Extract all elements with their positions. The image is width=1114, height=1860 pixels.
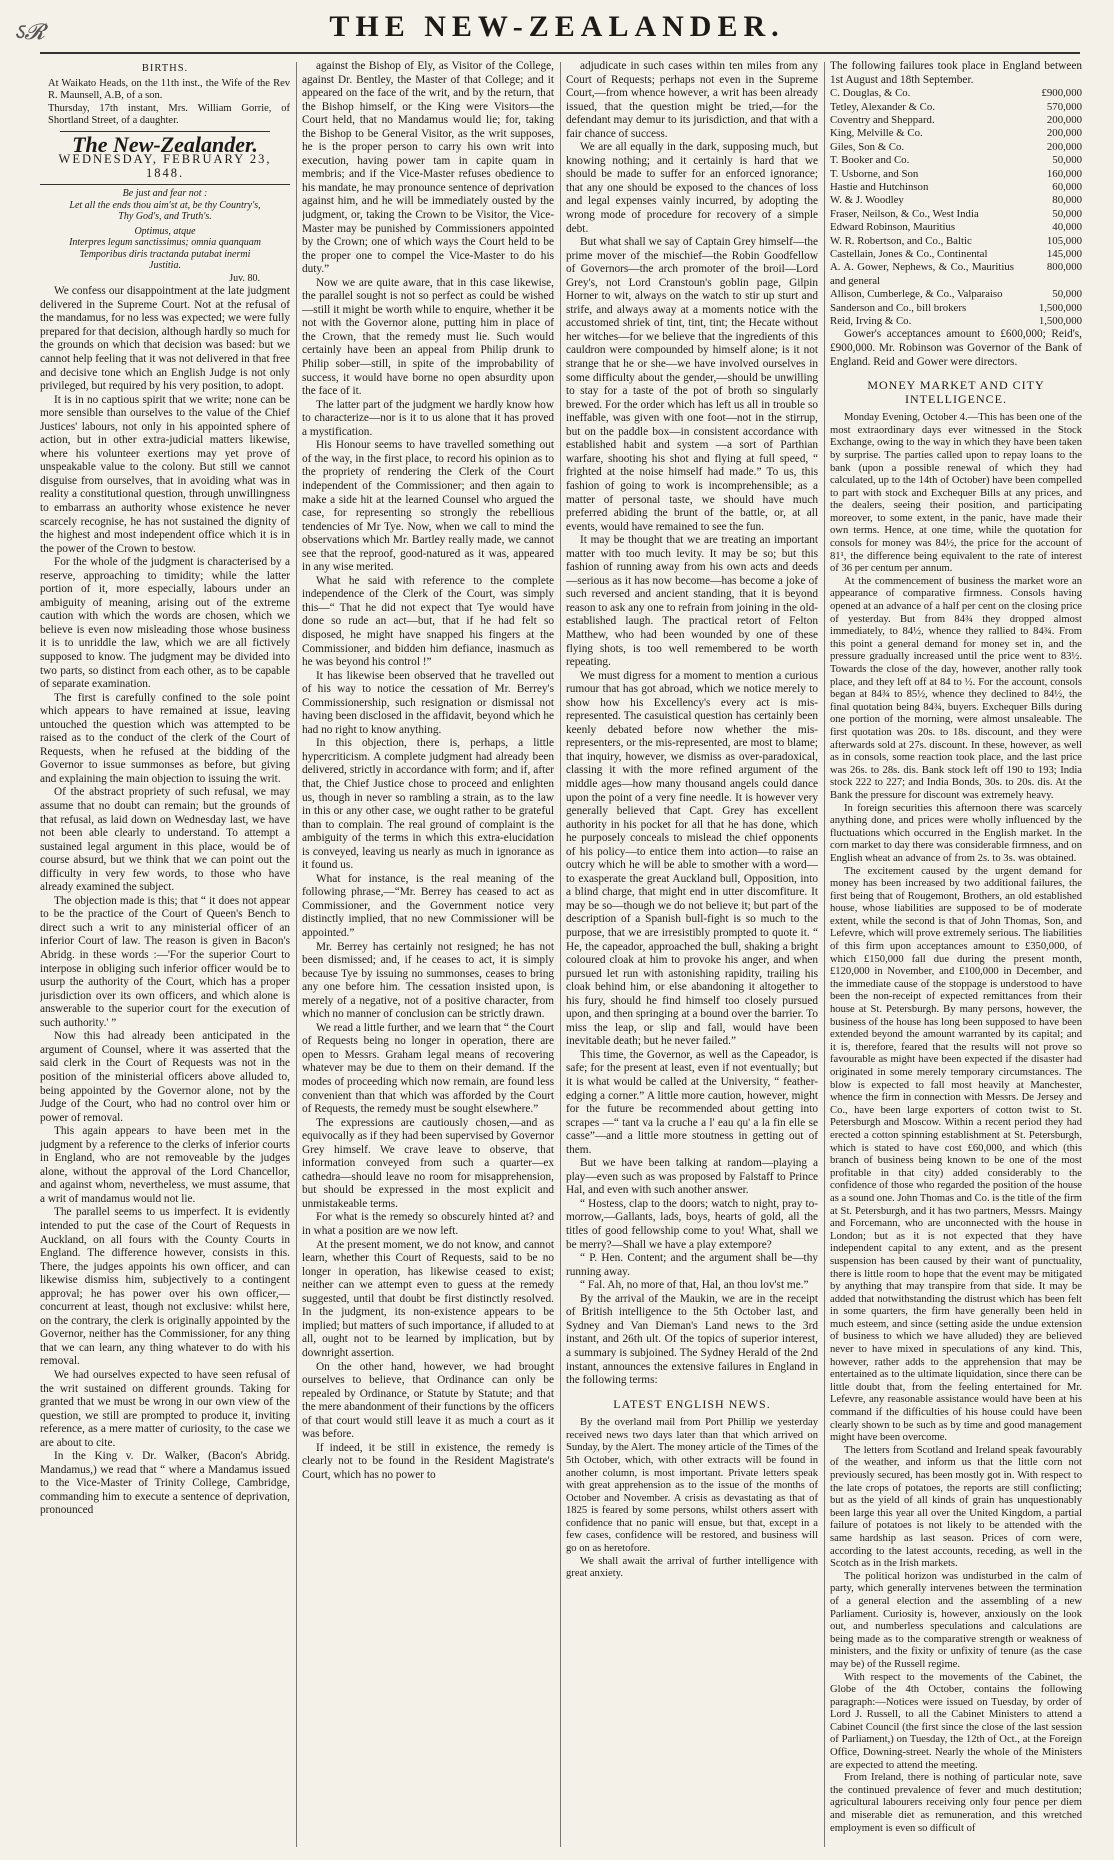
failure-firm: Coventry and Sheppard. [830,113,935,126]
editorial-paragraph: This time, the Governor, as well as the Capeador, is safe; for the present at least, even if not eventually; but it is what would be called at the University, “ feather-edging a corner.” A little more caution, however, might for the future be recommended about getting into scrapes —“ tant va la cruche a l' eau qu' a la fin elle se casse”—and a little more stoutness in getting out of them. [566,1048,818,1156]
editorial-paragraph: Now we are quite aware, that in this case likewise, the parallel sought is not so perfect as could be wished—still it might be worth while to enquire, whether it be not with the Governor alone, putting him in place of the Crown, that the remedy must lie. Such would certainly have been an appeal from Philip drunk to Philip sober—still, in spite of the improbability of success, it would have borne no open absurdity upon the face of it. [302,276,554,398]
birth-notice: At Waikato Heads, on the 11th inst., the Wife of the Rev R. Maunsell, A.B, of a son. [48,77,290,102]
failure-amount: 160,000 [1046,167,1082,180]
column-1 [40,60,290,1850]
editorial-paragraph: What for instance, is the real meaning of the following phrase,—“Mr. Berrey has ceased to act as Commissioner, and the Government notice very distinctly implied, that no new Commissioner will be appointed.” [302,872,554,939]
editorial-paragraph: For the whole of the judgment is characterised by a reserve, approaching to timidity; while the latter portion of it, more especially, labours under an ambiguity of meaning, arising out of the extreme caution with which the words are chosen, which we believe is even now misleading those whose business it is to unriddle the law, which we are all fictively supposed to know. The judgment may be divided into two parts, so distinct from each other, as to be capable of separate examination. [40,556,290,691]
failures-note: Gower's acceptances amount to £600,000; Reid's, £900,000. Mr. Robinson was Governor of the Bank of England. Reid and Gower were directors. [830,328,1082,368]
money-market-paragraph: From Ireland, there is nothing of particular note, save the continued prevalence of fever and much destitution; agricultural labourers receiving only four pence per diem and miserable diet as remuneration, and this wretched employment is even so difficult of [830,1772,1082,1834]
epigraph-line: Temporibus diris tractanda putabat inermi [79,248,251,260]
money-market-paragraph: The political horizon was undisturbed in the calm of party, which generally intervenes between the termination of a general election and the assembling of a new Parliament. Curiosity is, however, anxiously on the look out, and numberless speculations and calculations are being made as to the comparative strength or weakness of ministers, and the fixity or unfixity of tenure (as the case may be) of the Russell regime. [830,1570,1082,1670]
editorial-paragraph: “ P. Hen. Content; and the argument shall be—thy running away. [566,1252,818,1278]
failure-firm: A. A. Gower, Nephews, & Co., Mauritius and general [830,261,1014,287]
dateline: WEDNESDAY, FEBRUARY 23, 1848. [58,152,272,180]
masthead-title: THE NEW-ZEALANDER. [329,10,785,43]
failure-amount: 60,000 [1052,180,1082,193]
failure-amount: 1,500,000 [1038,315,1082,327]
latest-news-paragraph: By the overland mail from Port Phillip we yesterday received news two days later than that which arrived on Sunday, by the Alert. The money article of the Times of the 5th October, which, with other extracts will be found in another column, is most important. Private letters speak with great apprehension as to the issue of the months of October and November. A crisis as devastating as that of 1825 is feared by some persons, whilst others assert with confidence that no panic will ensue, but that, except in a few cases, confidence will be restored, and business will go on as heretofore. [566,1417,818,1555]
paper-name: The New-Zealander. [72,131,258,157]
epigraph-line: Be just and fear not : [122,188,208,200]
failure-amount: 570,000 [1046,100,1082,113]
editorial-paragraph: The expressions are cautiously chosen,—and as equivocally as if they had been supervised by Governor Grey himself. We crave leave to observe, that information conveyed from such a quarter—ex cathedra—should leave no room for misapprehension, but should be expressed in the most explicit and unmistakeable terms. [302,1116,554,1210]
births-heading: BIRTHS. [141,63,189,74]
column-4 [830,60,1082,1850]
money-market-paragraph: In foreign securities this afternoon there was scarcely anything done, and prices were wholly influenced by the fluctuations which occurred in the English market. In the corn market to day there was considerable firmness, and on English wheat an advance of from 2s. to 3s. was obtained. [830,802,1082,864]
failure-amount: 40,000 [1052,221,1082,234]
failure-firm: Sanderson and Co., bill brokers [830,301,967,314]
failure-amount: 80,000 [1052,194,1082,207]
failure-firm: W. R. Robertson, and Co., Baltic [830,234,972,247]
failure-row [830,168,1082,181]
failure-row [830,194,1082,207]
failure-firm: King, Melville & Co. [830,127,923,140]
editorial-paragraph: “ Fal. Ah, no more of that, Hal, an thou lov'st me.” [580,1279,809,1292]
masthead-rule [40,52,1080,54]
editorial-paragraph: The parallel seems to us imperfect. It is evidently intended to put the case of the Court of Requests in Auckland, on all fours with the County Courts in England. The difference however, consists in this. There, the judges appoints his own officer, and can likewise dismiss him, subjectively to a contingent approval; he has power over his own officer,—concurrent at least, though not exclusive: whilst here, on the contrary, the clerk is originally appointed by the Governor, neither has the Commissioner, for any thing that we can learn, any thing whatever to do with his removal. [40,1206,290,1368]
failure-firm: Fraser, Neilson, & Co., West India [830,207,979,220]
failure-row [830,248,1082,261]
editorial-paragraph: The objection made is this; that “ it does not appear to be the practice of the Court of Queen's Bench to direct such a writ to any ministerial officer of an inferior Court of law. The reason is given in Bacon's Abridg. in these words :—'For the superior Court to interpose in obliging such inferior officer would be to usurp the authority of the Court, which has a proper jurisdiction over its own officers, and which alone is answerable to the superior court for the execution of such authority.' ” [40,894,290,1029]
failure-row [830,87,1082,100]
epigraph-line: Let all the ends thou aim'st at, be thy Country's, [69,199,261,211]
editorial-paragraph: If indeed, it be still in existence, the remedy is clearly not to be found in the Resident Magistrate's Court, which has no power to [302,1441,554,1481]
editorial-paragraph: But we have been talking at random—playing a play—even such as was proposed by Falstaff to Prince Hal, and even with such another answer. [566,1157,818,1197]
money-market-paragraph: Monday Evening, October 4.—This has been one of the most extraordinary days ever witnessed in the Stock Exchange, owing to the way in which they have been taken by surprise. The parties called upon to repay loans to the bank (upon a possible renewal of which they had calculated, up to the 14th of October) have been compelled to part with stock and Exchequer Bills at any prices, and the dealers, seeing their position, and participating moreover, to some extent, in the panic, have made their own terms. Hence, at one time, while the quotation for consols for money was 84½, the price for the account of 81¹, the difference being equivalent to the rate of interest of 36 per centum per annum. [830,412,1082,575]
editorial-paragraph: In the King v. Dr. Walker, (Bacon's Abridg. Mandamus,) we read that “ where a Mandamus issued to the Vice-Master of Trinity College, Cambridge, commanding him to execute a sentence of deprivation, pronounced [40,1450,290,1517]
editorial-paragraph: It has likewise been observed that he travelled out of his way to notice the cessation of Mr. Berrey's Commissionership, such resignation or dismissal not having been disclosed in the affidavit, beyond which he had no right to know anything. [302,669,554,736]
editorial-paragraph: At the present moment, we do not know, and cannot learn, whether this Court of Requests, said to be no longer in operation, has likewise ceased to exist; neither can we attempt even to guess at the remedy suggested, until that doubt be first distinctly resolved. In the judgment, its non-existence appears to be implied; but matters of such importance, if alluded to at all, ought not to be learned by implication, but by downright assertion. [302,1238,554,1359]
column-divider [560,62,561,1847]
editorial-paragraph: adjudicate in such cases within ten miles from any Court of Requests; perhaps not even in the Supreme Court,—from whence however, a writ has been already issued, that the question might be tried,—for the defendant may demur to its jurisdiction, and that with a fair chance of success. [566,60,818,140]
column-divider [824,62,825,1847]
failure-amount: 50,000 [1052,207,1082,220]
failure-firm: Castellain, Jones & Co., Continental [830,247,988,260]
money-market-paragraph: At the commencement of business the market wore an appearance of comparative firmness. Consols having opened at an advance of a half per cent on the closing price of yesterday. But from 84¾ they dropped almost immediately, to 84½, whence they rallied to 84¾. From this point a general demand for money set in, and the pressure gradually increased until the price went to 83½. Towards the close of the day, however, another rally took place, and they left off at 84 to ½. For the account, consols began at 84¾ to 85½, whence they declined to 84½, the final quotation being 84¾, buyers. Exchequer Bills during one portion of the morning, were almost unsaleable. The first quotation was 20s. to 18s. discount, and they were afterwards sold at 27s. discount. In these, however, as well as in consols, some reaction took place, and the last price was 26s. to 28s. dis. Bank stock left off 190 to 193; India stock 222 to 227; and India Bonds, 30s. to 20s. dis. At the Bank the pressure for discount was extremely heavy. [830,575,1082,801]
failure-firm: T. Usborne, and Son [830,167,919,180]
failure-row [830,288,1082,301]
editorial-paragraph: This again appears to have been met in the judgment by a reference to the clerks of inferior courts in England, who are not removeable by the judges alone, without the approval of the Lord Chancellor, and against whom, nevertheless, we must assume, that a writ of mandamus would not lie. [40,1125,290,1205]
failure-row [830,181,1082,194]
failure-amount: 50,000 [1052,288,1082,301]
latest-news-heading: LATEST ENGLISH NEWS. [613,1396,771,1411]
masthead [0,10,1114,44]
divider [40,184,290,185]
failure-amount: 200,000 [1046,127,1082,140]
column-divider [296,62,297,1847]
failure-firm: Reid, Irving & Co. [830,315,912,327]
failure-row [830,154,1082,167]
editorial-paragraph: It is in no captious spirit that we write; none can be more sensible than ourselves to the value of the Chief Justices' labours, not only in his appointed sphere of action, but in other extra-judicial matters likewise, where his volunteer exertions may yet prove of unspeakable value to the colony. But still we cannot disguise from ourselves, that in avoiding what was in reality a constitutional question, through unwillingness to embarrass an authority whose existence he never scarcely recognise, he has not sustained the dignity of the highest and most independent office which it is in the power of the Crown to bestow. [40,393,290,555]
failure-firm: T. Booker and Co. [830,154,910,167]
money-market-body [830,412,1082,1835]
money-market-heading: MONEY MARKET AND CITY INTELLIGENCE. [867,378,1045,406]
handwritten-mark: ऽ𝓡 [14,19,45,44]
epigraph-line: Optimus, atque [134,225,196,237]
failures-intro: The following failures took place in England between 1st August and 18th September. [830,60,1082,86]
editorial-body [40,285,290,1518]
failure-row [830,235,1082,248]
failure-row [830,114,1082,127]
editorial-paragraph: against the Bishop of Ely, as Visitor of the College, against Dr. Bentley, the Master of that College; and it appeared on the face of the writ, and by the return, that the Bishop himself, or the King were Visitors—the Court held, that no Mandamus would lie; for, taking the Bishop to be General Visitor, as the writ supposes, he is the proper person to carry his own writ into execution, having power tam in capite quam in membris; and if the Vice-Master refuses obedience to his mandate, he may pronounce sentence of deprivation against him, and he will be immediately ousted by the judgment, or, taking the Crown to be Visitor, the Vice-Master may be punished by Commissioners appointed by the Crown; one of which ways the Court held to be the proper one to compel the Vice-Master to do his duty.” [302,60,554,276]
failure-firm: Allison, Cumberlege, & Co., Valparaiso [830,288,1003,301]
epigraph-line: Justitia. [149,260,181,272]
editorial-paragraph: We confess our disappointment at the late judgment delivered in the Supreme Court. Not at the refusal of the mandamus, for no less was expected; we were fully prepared for that decision, although hardly so much for the grounds on which that decision was based: but we cannot help feeling that it was not delivered in that free and decisive tone which an English Judge is not only privileged, but required by his very position, to adopt. [40,285,290,393]
editorial-paragraph: It may be thought that we are treating an important matter with too much levity. It may be so; but this fashion of running away from his own acts and deeds—serious as it has now become—has become a joke of such reversed and ancient standing, that it is beyond reason to ask any one to refrain from joining in the old-established laugh. The practical retort of Felton Matthew, who had been wounded by one of these flying shots, is too well remembered to be worth repeating. [566,534,818,669]
failure-firm: Edward Robinson, Mauritius [830,221,956,234]
epigraph-line: Thy God's, and Truth's. [118,211,212,223]
birth-notice: Thursday, 17th instant, Mrs. William Gorrie, of Shortland Street, of a daughter. [48,102,290,127]
failure-firm: C. Douglas, & Co. [830,87,911,100]
editorial-paragraph: Now this had already been anticipated in the argument of Counsel, where it was asserted that the said clerk in the Court of Requests was not in the position of the ministerial officers above alluded to, being appointed by the Governor alone, not by the Judge of the Court, who had no control over him or power of removal. [40,1030,290,1124]
failure-row [830,127,1082,140]
failure-amount: 50,000 [1052,154,1082,167]
failure-amount: 1,500,000 [1038,301,1082,314]
editorial-continuation [302,60,554,1482]
failure-row [830,141,1082,154]
failure-row [830,302,1082,315]
failure-row [830,261,1082,288]
editorial-paragraph: The latter part of the judgment we hardly know how to characterize—nor is it to us alone that it has proved a mystification. [302,398,554,438]
epigraph-source: Juv. 80. [229,272,260,284]
editorial-paragraph: Of the abstract propriety of such refusal, we may assume that no doubt can remain; but the grounds of that refusal, as laid down on Wednesday last, we have not been able clearly to understand. To attempt a sustained legal argument in this place, would be of course absurd, but we think that we can point out the difficulty in very few words, to those who have already examined the subject. [40,786,290,894]
editorial-paragraph: In this objection, there is, perhaps, a little hypercriticism. A complete judgment had already been delivered, strictly in accordance with form; and if, after that, the Chief Justice chose to proceed and enlighten us, though in never so rambling a strain, as to the law in this or any other case, we ought rather to be grateful than to complain. The real ground of complaint is the ambiguity of the terms in which this extra-elucidation is conveyed, leaving us nearly as much in ignorance as it found us. [302,737,554,872]
failure-amount: 200,000 [1046,140,1082,153]
failure-row [830,208,1082,221]
failure-row [830,101,1082,114]
editorial-paragraph: His Honour seems to have travelled something out of the way, in the first place, to record his opinion as to the propriety of rendering the Clerk of the Court independent of the Commissioner; and then again to make a side hit at the learned Counsel who argued the case, for representing so strongly the rebellious tendencies of Mr Tye. Now, when we call to mind the observations which Mr. Bartley really made, we cannot see that the reproof, good-natured as it was, appeared in any wise merited. [302,439,554,574]
editorial-paragraph: On the other hand, however, we had brought ourselves to believe, that Ordinance can only be repealed by Ordinance, or Statute by Statute; and that the mere abandonment of their functions by the officers of that court would still leave it as much a court as it was before. [302,1360,554,1441]
failure-amount: 105,000 [1046,234,1082,247]
editorial-paragraph: What he said with reference to the complete independence of the Clerk of the Court, was simply this—“ That he did not expect that Tye would have done so rude an act—but, that if he had felt so disposed, he might have snapped his fingers at the Commissioner, and bidden him defiance, inasmuch as he was beyond his control !” [302,574,554,669]
failure-amount: £900,000 [1041,87,1082,100]
failure-firm: Tetley, Alexander & Co. [830,100,935,113]
editorial-paragraph: We are all equally in the dark, supposing much, but knowing nothing; and it certainly is hard that we should be made to suffer for an enforced ignorance; that any one should be exposed to the chances of loss and legal expenses vainly incurred, by adopting the wrong mode of procedure for recovery of a simple debt. [566,141,818,235]
editorial-paragraph: But what shall we say of Captain Grey himself—the prime mover of the mischief—the Robin Goodfellow of Governors—the arch promoter of the broil—Lord Grey's, not Lord Cranstoun's goblin page, Gilpin Horner to wit, always on the watch to stir up sturt and strife, and always away at a moments notice with the accustomed shriek of tint, tint, tint; the Hecate without her witches—for we believe that the ingredients of this cauldron were compounded by himself alone; is it not strange that he or she—we have involved ourselves in some difficulty about the gender,—should be unwilling to stay for a taste of the pot of broth so singularly brewed. For the order which has left us all in trouble so ineffable, was given with one foot—not in the stirrup, but on the paddle box—in consistent accordance with established habit and system —a sort of Parthian warfare, shooting his shot and flying at full speed, “ frighted at the noise himself had made.” To us, this fashion of going to work is incomprehensible; as a matter of personal taste, we should have much preferred abiding the brunt of the battle, or, at all events, would have remained to see the fun. [566,236,818,533]
money-market-paragraph: The excitement caused by the urgent demand for money has been increased by two additional failures, the first being that of Rougemont, Brothers, an old established house, whose liabilities are supposed to be of moderate extent, while the second is that of John Thomas, Son, and Lefevre, which will prove extremely serious. The liabilities of this firm upon acceptances amount to £350,000, of which £150,000 fall due during the present month, £120,000 in November, and £100,000 in December, and the immediate cause of the stoppage is understood to have been the non-receipt of expected remittances from their house at St. Petersburgh. By many persons, however, the business of the house has long been supposed to have been extended beyond the amount warranted by its capital; and it is, therefore, feared that the results will not prove so favourable as might have been expected if the disaster had originated in some merely temporary circumstances. The blow is expected to fall most heavily at Manchester, whence the firm in connection with Messrs. De Jersey and Co., have been large exporters of cotton twist to St. Petersburgh and Moscow. Within a recent period they had erected a cotton spinning establishment at St. Petersburgh, which is stated to have cost £60,000, and which (this branch of business being known to be one of the most profitable in that city) added considerably to the confidence of those who regarded the position of the house as a sound one. John Thomas and Co. is the title of the firm at St. Petersburgh, and it has two partners, Messrs. Maingy and Forcemann, who are unconnected with the house in London; but as it is not expected that they have independent capital to any extent, and as the present suspension has been caused by their want of punctuality, there is little room to hope that the event may be mitigated by anything that may transpire from that side. It may be added that notwithstanding the distrust which has been felt in some quarters, the firm have generally been held in much esteem, and since (setting aside the undue extension of business to which we have alluded) they are believed never to have mixed in speculations of any kind. This, however, rather adds to the apprehension that may be entertained as to the ultimate liquidation, since there can be little doubt that, from the feeling entertained for Mr. Lefevre, any reasonable assistance would have been at his command if the difficulties of his house could have been clearly shown to be such as by time and good management might have been overcome. [830,865,1082,1444]
failure-amount: 200,000 [1046,113,1082,126]
failure-firm: W. & J. Woodley [830,194,904,207]
failure-amount: 800,000 [1046,261,1082,274]
editorial-paragraph: We must digress for a moment to mention a curious rumour that has got abroad, which we notice merely to show how his Excellency's every act is mis-represented. The casuistical question has certainly been keenly debated before now whether the mis-representers, or the mis-represented, are most to blame; that inquiry, however, we dismiss as over-paradoxical, classing it with the more refined argument of the middle ages—how many thousand angels could dance upon the point of a very fine needle. It is however very generally believed that Capt. Grey has excellent authority in his pocket for all that he has done, which he purposely conceals to mislead the chief opponents of his policy—to entice them into action—to raise an outcry which he will be able to smother with a word—to exasperate the great Auckland bull, Opposition, into a blind charge, that might end in utter discomfiture. It may be so—though we do not believe it; but part of the description of a Spanish bull-fight is so much to the purpose, that we are irresistibly prompted to quote it. “ He, the capeador, approached the bull, shaking a bright coloured cloak at him to provoke his anger, and when pursued let run with astonishing rapidity, trailing his cloak behind him, or else abandoning it altogether to his fury, should he find himself too closely pursued upon, and then springing at a bound over the barrier. To miss the leap, or slip and fall, would have been inevitable death; but he never failed.” [566,669,818,1048]
editorial-paragraph: “ Hostess, clap to the doors; watch to night, pray to-morrow,—Gallants, lads, boys, hearts of gold, all the titles of good fellowship come to you! What, shall we be merry?—Shall we have a play extempore? [566,1197,818,1251]
editorial-paragraph: The first is carefully confined to the sole point which appears to have remained at issue, leaving untouched the question which was attempted to be raised as to the conduct of the clerk of the Court of Requests, when he refused at the bidding of the Governor to issue summonses as before, but giving and explaining the main objection to issuing the writ. [40,691,290,785]
editorial-paragraph: We had ourselves expected to have seen refusal of the writ sustained on different grounds. Taking for granted that we must be wrong in our own view of the question, we still are prompted to produce it, inviting reference, as a mere matter of curiosity, to the case we are about to cite. [40,1368,290,1449]
editorial-paragraph: By the arrival of the Maukin, we are in the receipt of British intelligence to the 5th October last, and Sydney and Van Dieman's Land news to the 3rd instant, and 26th ult. Of the topics of superior interest, a summary is subjoined. The Sydney Herald of the 2nd instant, announces the extensive failures in England in the following terms: [566,1292,818,1387]
failures-table [830,87,1082,328]
editorial-paragraph: For what is the remedy so obscurely hinted at? and in what a position are we now left. [302,1211,554,1238]
failure-amount: 145,000 [1046,247,1082,260]
editorial-paragraph: Mr. Berrey has certainly not resigned; he has not been dismissed; and, if he ceases to act, it is simply because Tye by issuing no summonses, ceases to bring any one before him. The cessation insisted upon, is merely of a negative, not of a positive character, from which no manner of conclusion can be strictly drawn. [302,940,554,1021]
column-2 [302,60,554,1850]
epigraph-line: Interpres legum sanctissimus; omnia quanquam [69,237,261,249]
column-3-anchor [566,60,818,1850]
money-market-paragraph: The letters from Scotland and Ireland speak favourably of the weather, and inform us that the little corn not previously secured, has been mostly got in. With respect to the late crops of potatoes, the reports are still conflicting; but as the yield of all kinds of grain has unquestionably been large this year all over the United Kingdom, a partial failure of potatoes is not likely to be attended with the same hardship as last season. Prices of corn were, according to the latest accounts, receding, as well in the Scotch as in the Irish markets. [830,1444,1082,1570]
failure-firm: Giles, Son & Co. [830,140,905,153]
latest-news-paragraph: We shall await the arrival of further intelligence with great anxiety. [566,1555,818,1580]
editorial-paragraph: We read a little further, and we learn that “ the Court of Requests being no longer in operation, there are open to Messrs. Graham legal means of recovering whatever may be due to them on their demand. If the modes of proceeding which now remain, are found less convenient than that which was afforded by the Court of Requests, the remedy must be sought elsewhere.” [302,1021,554,1116]
failure-row [830,315,1082,328]
failure-firm: Hastie and Hutchinson [830,180,929,193]
failure-row [830,221,1082,234]
money-market-paragraph: With respect to the movements of the Cabinet, the Globe of the 4th October, contains the following paragraph:—Notices were issued on Tuesday, by order of Lord J. Russell, to all the Cabinet Ministers to attend a Cabinet Council (the first since the close of the last session of Parliament,) on Tuesday, the 12th of Oct., at the Foreign Office, Downing-street. Nearly the whole of the Ministers are expected to attend the meeting. [830,1671,1082,1771]
